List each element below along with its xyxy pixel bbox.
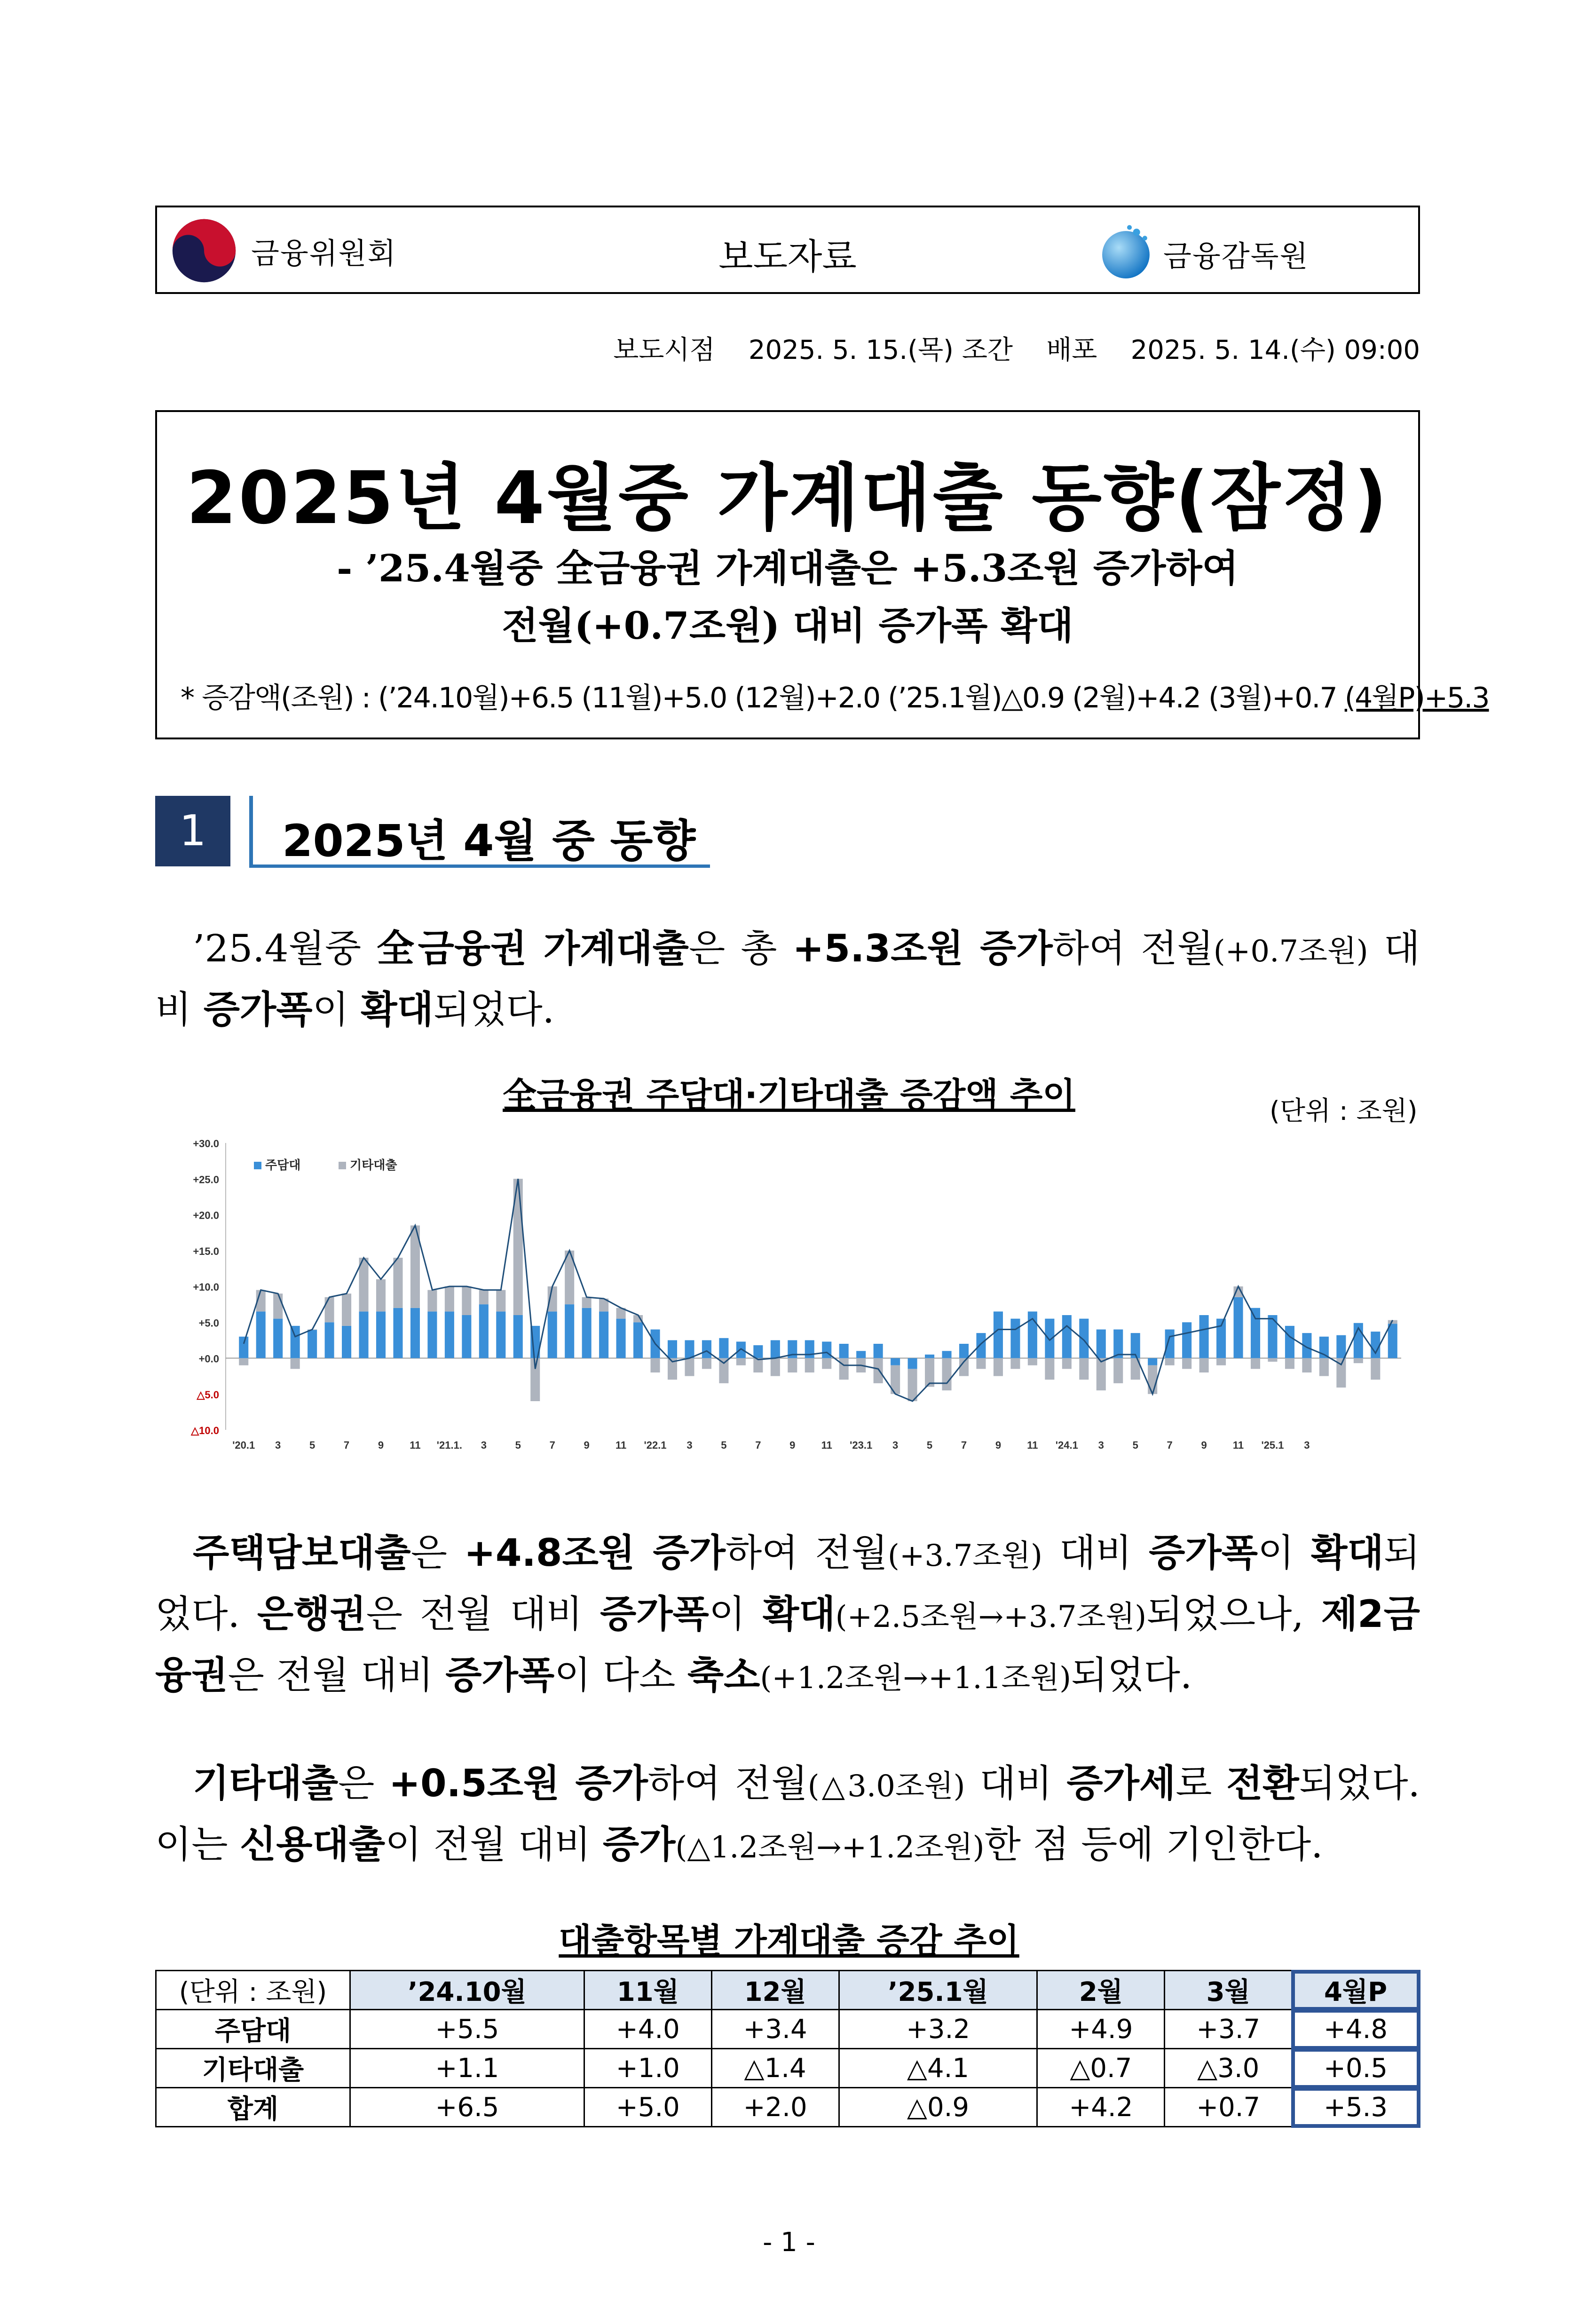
other-loan-bar [1097,1358,1106,1391]
other-loan-bar [1371,1358,1380,1380]
other-loan-bar [239,1358,248,1365]
legend-label-mortgage: 주담대 [265,1158,301,1173]
mortgage-bar [582,1308,592,1358]
x-tick-label: 5 [309,1439,316,1451]
x-tick-label: 11 [615,1439,627,1451]
fsc-name: 금융위원회 [251,236,397,270]
x-tick-label: 5 [515,1439,521,1451]
x-tick-label: 3 [1098,1439,1104,1451]
other-loan-bar [273,1293,283,1318]
x-tick-label: 3 [481,1439,487,1451]
mortgage-bar [256,1311,266,1358]
x-tick-label: 3 [686,1439,693,1451]
x-tick-label: 7 [549,1439,555,1451]
mortgage-bar [1165,1330,1175,1358]
y-tick-label: +20.0 [193,1209,219,1221]
mortgage-bar [445,1311,454,1358]
other-loan-bar [771,1358,780,1376]
fss-name: 금융감독원 [1163,239,1309,273]
table-row-label: 기타대출 [156,2049,350,2088]
mortgage-bar [805,1340,814,1358]
other-loan-bar [445,1286,454,1311]
mortgage-bar [308,1330,317,1358]
x-tick-label: 7 [343,1439,350,1451]
mortgage-bar [771,1340,780,1358]
x-tick-label: '25.1 [1261,1439,1284,1451]
table-cell: +0.5 [1292,2049,1420,2088]
mortgage-bar [874,1344,883,1358]
title-box [155,410,1489,739]
table-cell: +4.9 [1037,2010,1165,2049]
other-loan-bar [719,1358,728,1383]
mortgage-bar [342,1326,351,1358]
other-loan-bar [1028,1358,1037,1365]
table-col-header: 4월P [1292,1971,1420,2010]
other-loan-bar [1062,1358,1072,1369]
other-loan-bar [805,1358,814,1373]
x-tick-label: 5 [721,1439,727,1451]
mortgage-bar [548,1311,557,1358]
other-loan-bar [291,1358,300,1369]
table-cell: △3.0 [1165,2049,1292,2088]
main-title: 2025년 4월중 가계대출 동향(잠정) [186,456,1389,540]
other-loan-bar [1285,1358,1294,1369]
table-cell: +6.5 [350,2088,584,2127]
other-loan-bar [1165,1358,1175,1365]
other-loan-bar [1268,1358,1277,1362]
mortgage-bar [479,1304,489,1358]
section-number: 1 [155,796,230,866]
mortgage-bar [753,1345,763,1358]
mortgage-bar [376,1311,386,1358]
y-tick-label: △10.0 [191,1425,219,1436]
other-loan-bar [1199,1358,1209,1373]
note-text: * 증감액(조원) : (’24.10월)+6.5 (11월)+5.0 (12월)+2.0 (’25.1월)△0.9 (2월)+4.2 (3월)+0.7 [181,682,1345,714]
note-highlight: (4월P)+5.3 [1344,682,1489,714]
mortgage-bar [1251,1308,1260,1358]
table-row [156,2010,1420,2049]
x-tick-label: 3 [1304,1439,1310,1451]
subtitle-2: 전월(+0.7조원) 대비 증가폭 확대 [502,603,1073,648]
mortgage-bar [410,1308,420,1358]
other-loan-bar [651,1358,660,1373]
mortgage-bar [291,1326,300,1358]
mortgage-bar [513,1315,523,1358]
x-tick-label: 9 [378,1439,384,1451]
other-loan-bar [788,1358,797,1373]
table-cell: +5.3 [1292,2088,1420,2127]
y-tick-label: +0.0 [198,1353,219,1365]
y-tick-label: +15.0 [193,1245,219,1257]
mortgage-bar [1062,1315,1072,1358]
other-loan-bar [496,1290,505,1312]
y-tick-label: +30.0 [193,1138,219,1150]
y-tick-label: △5.0 [197,1388,219,1401]
other-loan-bar [1302,1358,1311,1373]
table-cell: +1.0 [584,2049,711,2088]
x-tick-label: 9 [1201,1439,1207,1451]
mortgage-bar [599,1311,608,1358]
table-row [156,2088,1420,2127]
x-tick-label: 5 [926,1439,933,1451]
x-tick-label: '23.1 [850,1439,873,1451]
table-cell: +4.2 [1037,2088,1165,2127]
mortgage-bar [1113,1330,1123,1358]
mortgage-bar [1336,1335,1346,1358]
x-tick-label: 9 [995,1439,1002,1451]
change-note [181,675,1489,716]
table-title: 대출항목별 가계대출 증감 추이 [559,1921,1019,1960]
table-cell: △0.9 [839,2088,1037,2127]
mortgage-bar [1234,1297,1243,1358]
table-header-row [156,1971,1420,2010]
other-loan-bar [479,1290,489,1305]
other-loan-bar [685,1358,694,1376]
other-loan-bar [874,1358,883,1383]
other-loan-bar [1010,1358,1020,1369]
other-loan-bar [1354,1358,1363,1364]
mortgage-bar [702,1340,711,1358]
mortgage-bar [496,1311,505,1358]
other-loan-bar [1079,1358,1089,1380]
section-title: 2025년 4월 중 동향 [282,816,696,867]
mortgage-bar [959,1344,969,1358]
other-loan-bar [462,1286,471,1315]
other-loan-bar [839,1358,849,1380]
x-tick-label: 11 [1232,1439,1244,1451]
other-loan-bar [908,1369,917,1401]
table-cell: +1.1 [350,2049,584,2088]
other-loan-bar [427,1290,437,1312]
table-cell: +5.5 [350,2010,584,2049]
table-row-label: 주담대 [156,2010,350,2049]
other-loan-bar [1251,1358,1260,1369]
mortgage-bar [839,1344,849,1358]
table-cell: +0.7 [1165,2088,1292,2127]
mortgage-bar [1182,1322,1191,1358]
table-col-header: 11월 [584,1971,711,2010]
other-loan-bar [1113,1358,1123,1383]
table-unit-header: (단위 : 조원) [156,1971,350,2010]
x-tick-label: 7 [961,1439,967,1451]
paragraph-2: 주택담보대출은 +4.8조원 증가하여 전월(+3.7조원) 대비 증가폭이 확대되었다. 은행권은 전월 대비 증가폭이 확대(+2.5조원→+3.7조원)되었으나, 제2금융권은 전월 대비 증가폭이 다소 축소(+1.2조원→+1.1조원)되었다. [155,1531,1420,1697]
subtitle-1: - ’25.4월중 全금융권 가계대출은 +5.3조원 증가하여 [337,546,1239,590]
paragraph-1: ’25.4월중 全금융권 가계대출은 총 +5.3조원 증가하여 전월(+0.7조원) 대비 증가폭이 확대되었다. [155,927,1420,1031]
x-tick-label: '21.1. [436,1439,462,1451]
other-loan-bar [1216,1358,1226,1365]
other-loan-bar [1148,1365,1157,1394]
mortgage-bar [1045,1319,1054,1358]
mortgage-bar [1097,1330,1106,1358]
mortgage-bar [685,1340,694,1358]
x-tick-label: 11 [1027,1439,1038,1451]
mortgage-bar [976,1333,986,1358]
mortgage-bar [239,1337,248,1358]
mortgage-bar [1010,1319,1020,1358]
x-tick-label: 3 [275,1439,281,1451]
other-loan-bar [942,1358,952,1391]
x-tick-label: 9 [789,1439,796,1451]
legend-swatch-other [339,1162,346,1169]
other-loan-bar [736,1358,746,1365]
mortgage-bar [1148,1358,1157,1365]
fss-logo-icon [1097,222,1157,281]
x-tick-label: '20.1 [232,1439,255,1451]
other-loan-bar [1319,1358,1329,1376]
mortgage-bar [462,1315,471,1358]
other-loan-bar [753,1358,763,1373]
table-cell: △0.7 [1037,2049,1165,2088]
x-tick-label: 9 [584,1439,590,1451]
other-loan-bar [325,1297,334,1322]
y-tick-label: +5.0 [198,1317,219,1329]
table-col-header: ’24.10월 [350,1971,584,2010]
x-tick-label: 11 [410,1439,421,1451]
other-loan-bar [582,1297,592,1308]
other-loan-bar [925,1358,934,1387]
mortgage-bar [1199,1315,1209,1358]
table-col-header: 3월 [1165,1971,1292,2010]
chart-title: 全금융권 주담대·기타대출 증감액 추이 [503,1075,1075,1115]
mortgage-bar [736,1341,746,1358]
mortgage-bar [668,1340,677,1358]
mortgage-bar [1388,1324,1397,1358]
table-cell: +3.2 [839,2010,1037,2049]
x-tick-label: 7 [1167,1439,1173,1451]
loan-change-chart [155,1129,1415,1477]
x-tick-label: 7 [755,1439,761,1451]
other-loan-bar [393,1258,402,1308]
header-box [155,206,1420,294]
x-tick-label: 3 [892,1439,899,1451]
table-cell: △1.4 [711,2049,839,2088]
table-cell: +4.0 [584,2010,711,2049]
table-cell: +3.4 [711,2010,839,2049]
mortgage-bar [891,1358,900,1365]
legend-label-other: 기타대출 [350,1158,397,1173]
mortgage-bar [925,1355,934,1358]
mortgage-bar [359,1311,369,1358]
table-cell: +5.0 [584,2088,711,2127]
other-loan-bar [342,1293,351,1326]
table-cell: +4.8 [1292,2010,1420,2049]
table-col-header: ’25.1월 [839,1971,1037,2010]
mortgage-bar [942,1351,952,1358]
mortgage-bar [719,1338,728,1358]
loan-item-table [155,1970,1420,2127]
mortgage-bar [1079,1319,1089,1358]
doc-type: 보도자료 [718,236,857,278]
mortgage-bar [565,1304,574,1358]
mortgage-bar [427,1311,437,1358]
other-loan-bar [376,1279,386,1312]
y-tick-label: +10.0 [193,1281,219,1293]
table-cell: +3.7 [1165,2010,1292,2049]
other-loan-bar [994,1358,1003,1376]
other-loan-bar [702,1358,711,1369]
x-tick-label: '24.1 [1055,1439,1078,1451]
release-timing: 보도시점 2025. 5. 15.(목) 조간 배포 2025. 5. 14.(수) 09:00 [613,335,1420,365]
mortgage-bar [856,1351,866,1358]
table-cell: △4.1 [839,2049,1037,2088]
mortgage-bar [633,1322,643,1358]
paragraph-3: 기타대출은 +0.5조원 증가하여 전월(△3.0조원) 대비 증가세로 전환되었다. 이는 신용대출이 전월 대비 증가(△1.2조원→+1.2조원)한 점 등에 기인한다. [155,1761,1420,1866]
table-row-label: 합계 [156,2088,350,2127]
mortgage-bar [908,1358,917,1369]
x-tick-label: '22.1 [644,1439,667,1451]
other-loan-bar [822,1358,831,1369]
mortgage-bar [393,1308,402,1358]
mortgage-bar [616,1319,626,1358]
chart-unit: (단위 : 조원) [1270,1096,1418,1126]
x-tick-label: 11 [821,1439,832,1451]
other-loan-bar [1182,1358,1191,1369]
table-col-header: 12월 [711,1971,839,2010]
mortgage-bar [273,1319,283,1358]
table-col-header: 2월 [1037,1971,1165,2010]
table-row [156,2049,1420,2088]
other-loan-bar [976,1358,986,1369]
other-loan-bar [1045,1358,1054,1380]
x-tick-label: 5 [1132,1439,1138,1451]
mortgage-bar [325,1322,334,1358]
page-number: - 1 - [763,2227,815,2258]
legend-swatch-mortgage [254,1162,261,1169]
mortgage-bar [994,1311,1003,1358]
y-tick-label: +25.0 [193,1174,219,1186]
table-cell: +2.0 [711,2088,839,2127]
section-divider [249,796,253,866]
mortgage-bar [1285,1326,1294,1358]
